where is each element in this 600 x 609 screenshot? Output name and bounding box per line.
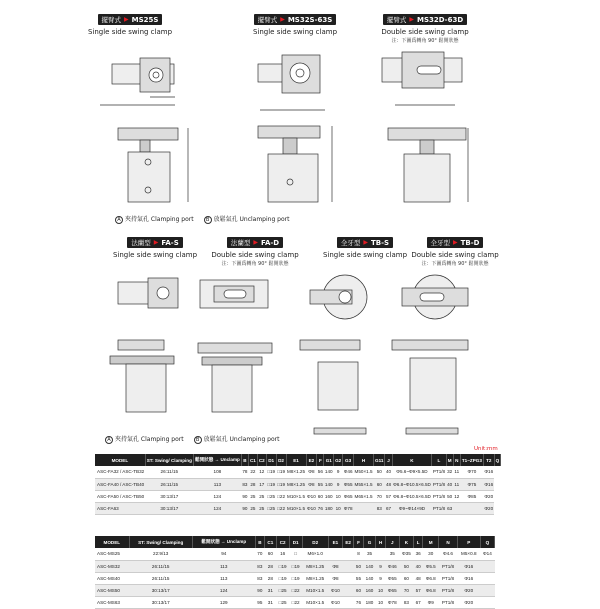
table-cell: Φ6.8~Φ10.5×6.5D (392, 490, 432, 502)
table-cell: 140 (324, 478, 334, 490)
table-cell: 25 (248, 490, 257, 502)
column-header: E1 (328, 536, 342, 548)
table-cell: □22 (289, 596, 302, 608)
tb-d-side-view (392, 340, 468, 434)
table-cell: 55 (354, 572, 363, 584)
column-header: ST: Swing/ Clamping (129, 536, 192, 548)
table-cell: 50 (374, 466, 385, 478)
table-cell: M10×1.5 (286, 502, 306, 514)
column-header: T1~ZPG3 (460, 454, 483, 466)
column-header: C1 (265, 536, 277, 548)
table-cell: PT1/8 (432, 466, 446, 478)
table-cell: 8 (354, 548, 363, 560)
table-cell: 26:11/15 (145, 466, 193, 478)
table-cell: 26:11/15 (129, 572, 192, 584)
column-header: D2 (302, 536, 328, 548)
table-cell: PT1/8 (439, 596, 458, 608)
table-cell: 9 (334, 478, 343, 490)
table-cell: 90 (241, 502, 248, 514)
table-cell: Φ55 (385, 572, 399, 584)
table-cell: M50×1.5 (354, 466, 374, 478)
table-cell: □22 (276, 490, 286, 502)
table-row (95, 584, 495, 596)
column-header: C2 (276, 536, 289, 548)
table-cell: 108 (193, 466, 241, 478)
column-header: ST: Swing/ Clamping (145, 454, 193, 466)
column-header: F (317, 454, 324, 466)
ms25s-side-view (118, 128, 188, 202)
table-cell: 30:13/17 (129, 584, 192, 596)
series-tag: 擺臂式 ▶ MS32D-63D (383, 14, 467, 25)
panel-title: Single side swing clamp (87, 28, 173, 36)
table-cell: Φ20 (483, 490, 494, 502)
table-cell: ASC-MS40 (95, 572, 129, 584)
column-header: J (385, 536, 399, 548)
panel-note: 注：下圖爲轉角 90° 鬆開狀態 (421, 261, 489, 267)
table-cell: 113 (192, 572, 255, 584)
table-cell: ASC-MS50 (95, 584, 129, 596)
table-row (95, 478, 501, 490)
table-cell: 50 (446, 490, 453, 502)
table-cell: 78 (241, 466, 248, 478)
table-cell: 11 (453, 478, 460, 490)
triangle-icon: ▶ (453, 239, 458, 246)
table-cell: Φ14 (480, 548, 494, 560)
table-cell: □19 (276, 478, 286, 490)
column-header: 鬆開狀態 → Unclamp (193, 454, 241, 466)
table-row (95, 502, 501, 514)
series-tag: 全牙型 ▶ TB-D (427, 237, 484, 248)
table-cell: □25 (266, 490, 276, 502)
series-tag: 法蘭型 ▶ FA-S (127, 237, 182, 248)
panel-title: Double side swing clamp (211, 251, 299, 259)
table-cell: 124 (192, 584, 255, 596)
table-cell: 83 (255, 572, 264, 584)
table-cell: Φ20 (483, 502, 494, 514)
table-cell: 70 (255, 548, 264, 560)
table-cell: 30 (423, 548, 439, 560)
column-header: H (376, 536, 385, 548)
table-cell: 60 (354, 584, 363, 596)
panel-title: Single side swing clamp (112, 251, 198, 259)
table-cell: □25 (266, 502, 276, 514)
table-cell: 10 (376, 596, 385, 608)
table-cell: 22:9/13 (129, 548, 192, 560)
table-cell: 60 (265, 548, 277, 560)
table-cell: 48 (413, 572, 422, 584)
table-cell: 11 (453, 466, 460, 478)
table-cell: Φ6.8 (423, 572, 439, 584)
ms32s-side-view (258, 126, 332, 202)
clamping-port: A 夾持氣孔 Clamping port (105, 434, 184, 444)
table-cell: 17 (257, 478, 266, 490)
table-cell: Φ35 (399, 548, 413, 560)
table-cell: 60 (374, 478, 385, 490)
column-header: E2 (306, 454, 317, 466)
table-cell: ASC-FA50 / ASC-TB50 (95, 490, 145, 502)
table-cell: □19 (289, 560, 302, 572)
table-cell: □19 (276, 572, 289, 584)
table-cell: Φ5.5 (423, 560, 439, 572)
table-cell: 67 (413, 596, 422, 608)
fa-s-top-view (118, 278, 178, 308)
table-cell: M8×1.25 (286, 466, 306, 478)
table-cell (354, 502, 374, 514)
table-cell: 140 (363, 560, 376, 572)
triangle-icon: ▶ (124, 16, 129, 23)
table-cell: 28 (248, 478, 257, 490)
table-cell: M8×1.25 (302, 572, 328, 584)
table-cell: 25 (257, 502, 266, 514)
column-header: G1 (324, 454, 334, 466)
table-cell: 10 (334, 502, 343, 514)
table-cell: □19 (276, 560, 289, 572)
table-cell: PT1/8 (439, 572, 458, 584)
column-header: G2 (334, 454, 343, 466)
tb-d-top-view (402, 275, 468, 319)
table-cell: Φ8 (306, 466, 317, 478)
table-cell: 124 (193, 502, 241, 514)
table-cell: □ (289, 548, 302, 560)
table-cell: □22 (289, 584, 302, 596)
table-cell: 83 (255, 560, 264, 572)
table-cell: 10 (376, 584, 385, 596)
column-header: J (385, 454, 392, 466)
table-cell: Φ16 (483, 478, 494, 490)
column-header: E2 (343, 536, 354, 548)
table-cell: PT1/8 (432, 502, 446, 514)
table-cell: Φ75 (460, 478, 483, 490)
table-cell: 55 (317, 478, 324, 490)
table-cell: Φ78 (343, 502, 354, 514)
column-header: N (439, 536, 458, 548)
unit-label: Unit:mm (474, 446, 498, 452)
panel-note: 注：下圖爲轉角 90° 鬆開狀態 (391, 38, 459, 44)
column-header: B (255, 536, 264, 548)
table-cell: Φ9~Φ14×9D (392, 502, 432, 514)
table-cell: 160 (324, 490, 334, 502)
column-header: P (457, 536, 480, 548)
table-cell: ASC-FA63 (95, 502, 145, 514)
column-header: H (354, 454, 374, 466)
column-header: MODEL (95, 536, 129, 548)
column-header: C1 (248, 454, 257, 466)
table-cell: Φ70 (460, 466, 483, 478)
table-cell: Φ5.6~Φ9×5.5D (392, 466, 432, 478)
table-cell: 83 (374, 502, 385, 514)
table-cell: □19 (266, 478, 276, 490)
column-header: N (453, 454, 460, 466)
table-cell: Φ9 (423, 596, 439, 608)
fa-d-side-view (198, 343, 272, 412)
column-header: G11 (374, 454, 385, 466)
table-cell: ASC-MS63 (95, 596, 129, 608)
table-cell: 50 (399, 560, 413, 572)
table-cell: Φ78 (385, 596, 399, 608)
table-cell: 30:13/17 (145, 502, 193, 514)
table-row (95, 548, 495, 560)
table-cell: 90 (241, 490, 248, 502)
table-cell: Φ65 (385, 584, 399, 596)
tb-s-top-view (310, 275, 367, 319)
series-tag: 擺臂式 ▶ MS32S-63S (254, 14, 337, 25)
table-cell: Φ10 (328, 584, 342, 596)
table-cell (343, 572, 354, 584)
table-cell: 57 (413, 584, 422, 596)
table-cell: 9 (334, 466, 343, 478)
column-header: F (354, 536, 363, 548)
table-cell: 113 (193, 478, 241, 490)
table-cell: 35 (385, 548, 399, 560)
triangle-icon: ▶ (253, 239, 258, 246)
table-cell: 180 (324, 502, 334, 514)
table-cell: ASC-FA40 / ASC-TB40 (95, 478, 145, 490)
table-cell: □19 (289, 572, 302, 584)
table-cell: 140 (363, 572, 376, 584)
table-cell: 50 (354, 560, 363, 572)
table-cell: 60 (317, 490, 324, 502)
table-row (95, 466, 501, 478)
table-cell (343, 560, 354, 572)
column-header: D1 (266, 454, 276, 466)
fa-d-top-view (200, 280, 268, 308)
table-cell: 90 (255, 584, 264, 596)
table-cell: 160 (363, 584, 376, 596)
table-cell: 40 (446, 478, 453, 490)
table-row (95, 572, 495, 584)
table-cell: 31 (265, 584, 277, 596)
table-cell: 124 (193, 490, 241, 502)
table-cell: ASC-MS25 (95, 548, 129, 560)
table-cell: 56 (317, 466, 324, 478)
triangle-icon: ▶ (409, 16, 414, 23)
column-header: K (399, 536, 413, 548)
table-cell: M55×1.5 (354, 478, 374, 490)
table-cell: PT1/8 (432, 490, 446, 502)
table-cell: 40 (413, 560, 422, 572)
table-cell: 113 (192, 560, 255, 572)
unclamping-port: B 放鬆氣孔 Unclamping port (194, 434, 280, 444)
ms32d-top-view (382, 52, 462, 105)
table-cell: 32 (446, 466, 453, 478)
port-legend-top (115, 214, 289, 224)
table-cell: M65×1.5 (354, 490, 374, 502)
table-cell: Φ20 (457, 584, 480, 596)
table-cell: 30:13/17 (145, 490, 193, 502)
column-header: C2 (257, 454, 266, 466)
column-header: G3 (343, 454, 354, 466)
column-header: E1 (286, 454, 306, 466)
column-header: M (446, 454, 453, 466)
table-cell: 16 (276, 548, 289, 560)
table-cell: □19 (266, 466, 276, 478)
table-cell: M8×1.25 (302, 560, 328, 572)
column-header: T2 (483, 454, 494, 466)
table-cell: 63 (446, 502, 453, 514)
tb-s-side-view (300, 340, 366, 434)
table-cell: Φ8 (306, 478, 317, 490)
spec-table-fa-tb (95, 454, 501, 515)
column-header: B (241, 454, 248, 466)
table-cell (343, 584, 354, 596)
table-cell (460, 502, 483, 514)
column-header: Q (480, 536, 494, 548)
table-cell (480, 572, 494, 584)
table-cell (480, 584, 494, 596)
table-cell: 180 (363, 596, 376, 608)
table-cell: 26:11/15 (145, 478, 193, 490)
table-cell (480, 560, 494, 572)
triangle-icon: ▶ (153, 239, 159, 246)
table-cell: 26:11/15 (129, 560, 192, 572)
table-cell: 28 (265, 560, 277, 572)
table-cell (376, 548, 385, 560)
table-cell: M6×1.0 (302, 548, 328, 560)
table-cell: PT1/8 (439, 560, 458, 572)
table-cell: PT1/8 (439, 584, 458, 596)
table-cell: 31 (265, 596, 277, 608)
table-cell: 35 (363, 548, 376, 560)
column-header: K (392, 454, 432, 466)
table-cell: 28 (265, 572, 277, 584)
table-cell: 67 (385, 502, 392, 514)
table-cell: Φ10 (306, 502, 317, 514)
table-cell: 10 (334, 490, 343, 502)
table-cell: Φ6.8 (423, 584, 439, 596)
port-legend-bottom (105, 434, 279, 444)
table-cell: Φ46 (385, 560, 399, 572)
table-cell (328, 548, 342, 560)
table-cell: 12 (453, 490, 460, 502)
table-cell: 30:13/17 (129, 596, 192, 608)
table-cell: 40 (385, 466, 392, 478)
column-header: M (423, 536, 439, 548)
table-cell: 70 (374, 490, 385, 502)
table-cell: 76 (354, 596, 363, 608)
table-cell: 9 (376, 572, 385, 584)
panel-title: Double side swing clamp (381, 28, 469, 36)
table-cell: Φ4.6 (439, 548, 458, 560)
table-cell: ASC-FA32 / ASC-TB32 (95, 466, 145, 478)
table-cell: M10×1.5 (302, 584, 328, 596)
table-cell: Φ16 (483, 466, 494, 478)
table-cell (453, 502, 460, 514)
table-cell: 22 (248, 466, 257, 478)
table-cell (343, 548, 354, 560)
table-cell: 129 (192, 596, 255, 608)
table-cell (343, 596, 354, 608)
table-cell (480, 596, 494, 608)
table-cell: Φ8 (328, 572, 342, 584)
table-cell: M5×0.8 (457, 548, 480, 560)
table-cell: M8×1.25 (286, 478, 306, 490)
fa-s-side-view (110, 340, 174, 412)
table-cell: Φ55 (343, 478, 354, 490)
table-cell: Φ6.8~Φ10.5×6.5D (392, 478, 432, 490)
table-cell: □25 (276, 584, 289, 596)
column-header: MODEL (95, 454, 145, 466)
table-cell: Φ46 (343, 466, 354, 478)
table-cell: 140 (324, 466, 334, 478)
table-cell: 95 (255, 596, 264, 608)
ms32s-top-view (258, 55, 325, 110)
ms25s-top-view (100, 58, 175, 105)
table-cell: M10×1.5 (286, 490, 306, 502)
table-cell: Φ16 (457, 572, 480, 584)
table-row (95, 560, 495, 572)
table-cell: 57 (385, 490, 392, 502)
table-cell: □25 (276, 596, 289, 608)
table-cell: Φ20 (457, 596, 480, 608)
table-cell: M10×1.5 (302, 596, 328, 608)
column-header: G (363, 536, 376, 548)
panel-note: 注：下圖爲轉角 90° 鬆開狀態 (221, 261, 289, 267)
series-tag: 法蘭型 ▶ FA-D (227, 237, 283, 248)
table-cell: Φ16 (457, 560, 480, 572)
ms32d-side-view (388, 128, 468, 202)
column-header: L (432, 454, 446, 466)
table-cell: Φ85 (460, 490, 483, 502)
series-tag: 擺臂式 ▶ MS25S (98, 14, 163, 25)
table-cell: Φ10 (328, 596, 342, 608)
table-cell: Φ10 (306, 490, 317, 502)
series-tag: 全牙型 ▶ TB-S (337, 237, 393, 248)
table-cell: 48 (385, 478, 392, 490)
table-cell: 83 (241, 478, 248, 490)
table-cell: PT1/8 (432, 478, 446, 490)
table-cell: 36 (413, 548, 422, 560)
column-header: D2 (276, 454, 286, 466)
triangle-icon: ▶ (363, 239, 369, 246)
table-cell: 76 (317, 502, 324, 514)
spec-table-ms (95, 536, 495, 609)
table-cell: 70 (399, 584, 413, 596)
panel-title: Double side swing clamp (411, 251, 499, 259)
clamping-port: A 夾持氣孔 Clamping port (115, 214, 194, 224)
table-cell: 12 (257, 466, 266, 478)
column-header: L (413, 536, 422, 548)
triangle-icon: ▶ (280, 16, 285, 23)
column-header: 鬆開狀態 → Unclamp (192, 536, 255, 548)
table-cell: □19 (276, 466, 286, 478)
table-cell: 60 (399, 572, 413, 584)
table-cell: 25 (248, 502, 257, 514)
column-header: Q (494, 454, 501, 466)
table-cell: 25 (257, 490, 266, 502)
table-cell: 83 (399, 596, 413, 608)
unclamping-port: B 放鬆氣孔 Unclamping port (204, 214, 290, 224)
panel-title: Single side swing clamp (252, 28, 338, 36)
table-cell: □22 (276, 502, 286, 514)
panel-title: Single side swing clamp (322, 251, 408, 259)
table-row (95, 490, 501, 502)
table-cell: Φ8 (328, 560, 342, 572)
table-cell: ASC-MS32 (95, 560, 129, 572)
table-row (95, 596, 495, 608)
table-cell: Φ65 (343, 490, 354, 502)
table-cell: 9 (376, 560, 385, 572)
table-cell: 94 (192, 548, 255, 560)
column-header: D1 (289, 536, 302, 548)
